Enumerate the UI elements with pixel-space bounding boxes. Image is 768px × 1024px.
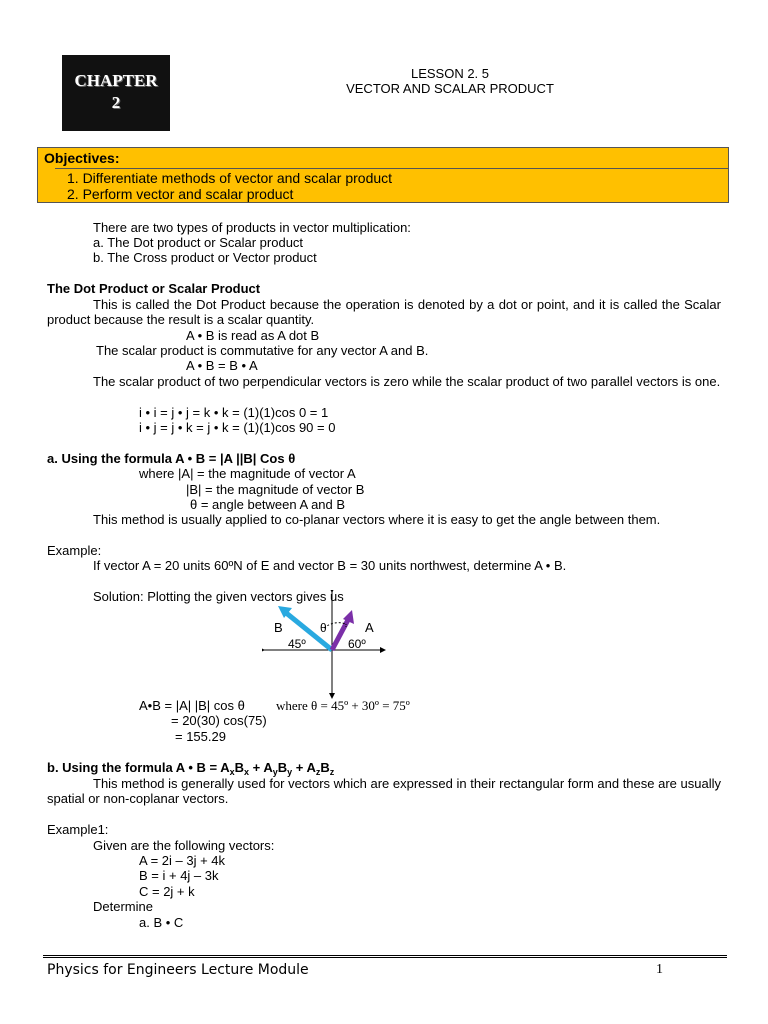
method-b-b-label-2: B	[277, 760, 288, 775]
intro-item-b: b. The Cross product or Vector product	[93, 250, 317, 265]
commutative-line: The scalar product is commutative for any vector A and B.	[96, 343, 429, 358]
chapter-label: CHAPTER	[74, 71, 158, 90]
where-line-3: θ = angle between A and B	[190, 497, 346, 512]
lesson-title: VECTOR AND SCALAR PRODUCT	[346, 81, 554, 96]
sub-x: x	[229, 767, 235, 777]
determine-item-a: a. B • C	[139, 915, 184, 930]
where-line-1: where |A| = the magnitude of vector A	[139, 466, 356, 481]
label-45: 45º	[288, 637, 306, 651]
vector-b-def: B = i + 4j – 3k	[139, 868, 219, 883]
determine-label: Determine	[93, 899, 153, 914]
method-b-heading	[47, 760, 334, 775]
label-b: B	[274, 620, 283, 635]
label-a: A	[365, 620, 374, 635]
chapter-number: 2	[111, 93, 121, 112]
calc-line-1a: A•B = |A| |B| cos θ	[139, 698, 245, 713]
label-theta: θ	[320, 621, 327, 635]
objectives-divider	[55, 168, 729, 169]
perpendicular-paragraph: The scalar product of two perpendicular vectors is zero while the scalar product of two parallel vectors is one.	[93, 374, 721, 389]
sub-z: z	[315, 767, 321, 777]
objective-item-1: 1. Differentiate methods of vector and scalar product	[67, 170, 393, 186]
intro-text: There are two types of products in vector multiplication:	[93, 220, 411, 235]
example1-label: Example1:	[47, 822, 109, 837]
method-b-b-label: B	[234, 760, 244, 775]
calc-line-2: = 20(30) cos(75)	[171, 713, 267, 728]
footer-rule	[43, 955, 727, 958]
solution-line: Solution: Plotting the given vectors gives us	[93, 589, 344, 604]
intro-item-a: a. The Dot product or Scalar product	[93, 235, 304, 250]
method-b-plus-1: + A	[249, 760, 273, 775]
vector-a-def: A = 2i – 3j + 4k	[139, 853, 226, 868]
page-number: 1	[656, 962, 663, 977]
footer-title: Physics for Engineers Lecture Module	[47, 962, 309, 978]
dot-product-paragraph: This is called the Dot Product because the operation is denoted by a dot or point, and it is called the Scalar product because the result is a scalar quantity.	[47, 297, 721, 327]
calc-line-3: = 155.29	[175, 729, 226, 744]
sub-z-2: z	[329, 767, 335, 777]
where-line-2: |B| = the magnitude of vector B	[186, 482, 365, 497]
label-60: 60º	[348, 637, 366, 651]
commutative-equation: A • B = B • A	[186, 358, 258, 373]
sub-x-2: x	[244, 767, 250, 777]
method-a-note: This method is usually applied to co-planar vectors where it is easy to get the angle between them.	[93, 512, 661, 527]
method-b-heading-prefix: b. Using the formula A • B = A	[47, 760, 230, 775]
method-b-paragraph: This method is generally used for vectors which are expressed in their rectangular form and these are usually spatial or non-coplanar vectors.	[47, 776, 721, 806]
example-label: Example:	[47, 543, 102, 558]
dot-product-heading: The Dot Product or Scalar Product	[47, 281, 261, 296]
objective-item-2: 2. Perform vector and scalar product	[67, 186, 294, 202]
vector-diagram	[262, 590, 392, 702]
vector-c-def: C = 2j + k	[139, 884, 195, 899]
method-b-plus-2: + A	[292, 760, 316, 775]
unit-vector-equation-2: i • j = j • k = j • k = (1)(1)cos 90 = 0	[139, 420, 336, 435]
method-b-b-label-3: B	[320, 760, 330, 775]
unit-vector-equation-1: i • i = j • j = k • k = (1)(1)cos 0 = 1	[139, 405, 329, 420]
chapter-badge	[62, 55, 170, 131]
calc-line-1b: where θ = 45º + 30º = 75º	[276, 698, 410, 713]
lesson-number: LESSON 2. 5	[410, 66, 490, 81]
method-a-heading: a. Using the formula A • B = |A ||B| Cos θ	[47, 451, 296, 466]
sub-y: y	[272, 767, 278, 777]
read-as-line: A • B is read as A dot B	[186, 328, 320, 343]
example1-given: Given are the following vectors:	[93, 838, 275, 853]
example-problem: If vector A = 20 units 60ºN of E and vector B = 30 units northwest, determine A • B.	[93, 558, 567, 573]
objectives-heading: Objectives:	[44, 150, 120, 166]
sub-y-2: y	[287, 767, 293, 777]
